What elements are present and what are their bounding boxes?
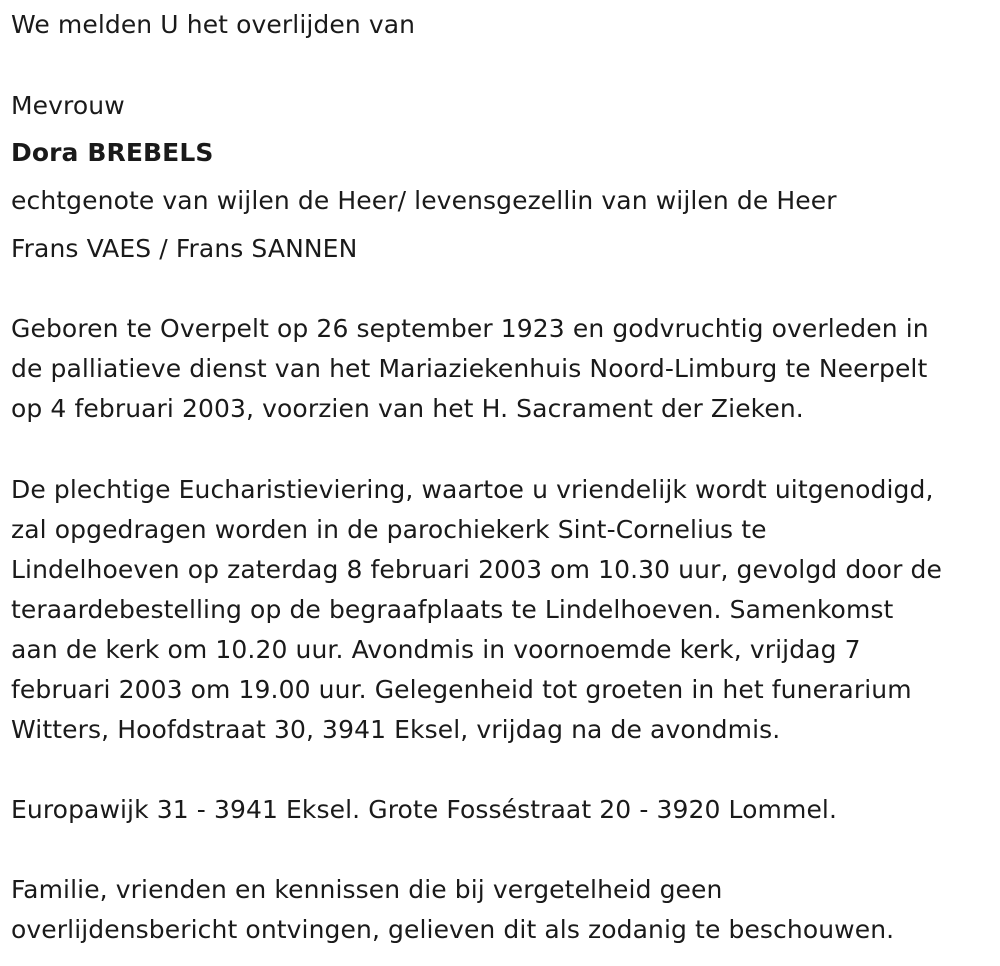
deceased-name: Dora BREBELS [11, 138, 214, 167]
ceremony-line: De plechtige Eucharistieviering, waartoe u vriendelijk wordt uitgenodigd, [11, 475, 934, 504]
relation-names: Frans VAES / Frans SANNEN [11, 234, 358, 263]
addresses: Europawijk 31 - 3941 Eksel. Grote Fosséstraat 20 - 3920 Lommel. [11, 795, 838, 824]
salutation: Mevrouw [11, 91, 125, 120]
closing-line: Familie, vrienden en kennissen die bij vergetelheid geen [11, 875, 723, 904]
ceremony-line: teraardebestelling op de begraafplaats te Lindelhoeven. Samenkomst [11, 595, 894, 624]
ceremony-line: Witters, Hoofdstraat 30, 3941 Eksel, vrijdag na de avondmis. [11, 715, 781, 744]
birth-death-line: op 4 februari 2003, voorzien van het H. Sacrament der Zieken. [11, 394, 804, 423]
closing-line: overlijdensbericht ontvingen, gelieven dit als zodanig te beschouwen. [11, 915, 895, 944]
ceremony-line: Lindelhoeven op zaterdag 8 februari 2003 om 10.30 uur, gevolgd door de [11, 555, 942, 584]
intro-text: We melden U het overlijden van [11, 10, 416, 39]
relation-line: echtgenote van wijlen de Heer/ levensgezellin van wijlen de Heer [11, 186, 837, 215]
birth-death-line: de palliatieve dienst van het Mariaziekenhuis Noord-Limburg te Neerpelt [11, 354, 928, 383]
ceremony-line: februari 2003 om 19.00 uur. Gelegenheid tot groeten in het funerarium [11, 675, 912, 704]
ceremony-line: aan de kerk om 10.20 uur. Avondmis in voornoemde kerk, vrijdag 7 [11, 635, 861, 664]
ceremony-line: zal opgedragen worden in de parochiekerk Sint-Cornelius te [11, 515, 767, 544]
birth-death-line: Geboren te Overpelt op 26 september 1923 en godvruchtig overleden in [11, 314, 929, 343]
